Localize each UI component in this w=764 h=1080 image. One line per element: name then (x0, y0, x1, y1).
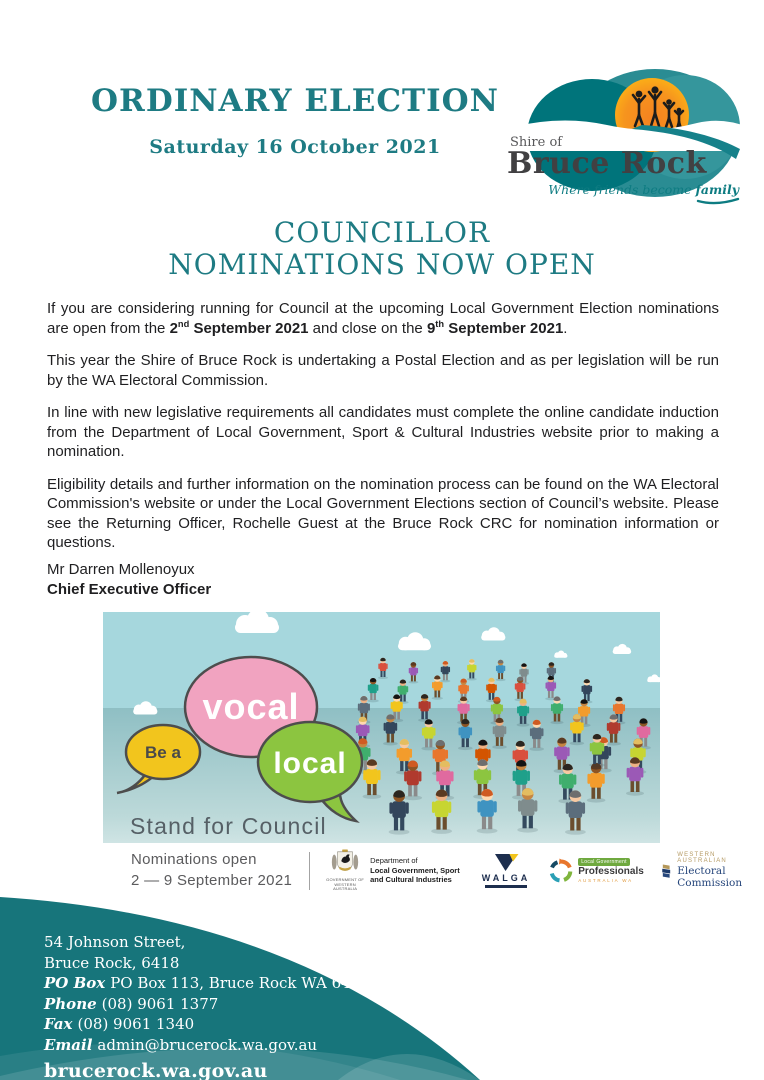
walga-tagline-bar (485, 885, 527, 888)
header (28, 84, 562, 158)
ordinal-superscript: nd (177, 318, 190, 329)
promo-image (103, 612, 743, 898)
signature-name: Mr Darren Mollenoyux (47, 561, 195, 578)
walga-name: WALGA (481, 873, 531, 883)
phone-line: Phone (08) 9061 1377 (44, 994, 219, 1013)
footer-contact-block (44, 932, 370, 1080)
dlgsc-government-text: GOVERNMENT OF WESTERN AUSTRALIA (326, 876, 365, 892)
paragraph-eligibility: Eligibility details and further information on the nomination process can be found on the WA Electoral Commission's website or under the Local Government Elections section of Council’s website. Please see the Returning Officer, Rochelle Guest at the Bruce Rock CRC for nomination information or questions. (47, 475, 719, 551)
illustration-caption: Stand for Council (130, 813, 327, 839)
lg-professionals-icon (548, 858, 574, 884)
partner-logo-strip (103, 843, 743, 898)
main-heading (0, 217, 764, 281)
nominations-open-text: Nominations open 2 — 9 September 2021 (131, 851, 293, 889)
signature-block (47, 560, 211, 599)
dlgsc-logo (325, 849, 460, 892)
bubble-text-vocal: vocal (202, 686, 300, 727)
dlgsc-name: Department of Local Government, Sport and Cultural Industries (370, 855, 460, 885)
lg-professionals-sub: AUSTRALIA WA (578, 878, 633, 884)
waec-logo (660, 852, 750, 889)
bruce-rock-logo (492, 55, 748, 205)
wa-crest-icon (331, 849, 359, 877)
waec-name: Electoral Commission (677, 865, 743, 889)
email-line: Email admin@brucerock.wa.gov.au (44, 1035, 318, 1054)
signature-title: Chief Executive Officer (47, 580, 212, 598)
logo-tagline: Where friends become family (548, 182, 739, 197)
lg-professionals-name: Professionals (578, 865, 644, 877)
walga-logo (482, 853, 531, 888)
walga-icon (492, 853, 520, 872)
heading-line-1: COUNCILLOR (273, 216, 491, 249)
paragraph-nomination-dates: If you are considering running for Council at the upcoming Local Government Election nominations are open from the 2nd September 2021 and close on the 9th September 2021. (47, 300, 719, 337)
address-line-1: 54 Johnson Street, (44, 933, 186, 951)
logo-name: Bruce Rock (507, 146, 707, 181)
bubble-text-local: local (273, 747, 347, 780)
waec-icon (660, 858, 672, 884)
ordinal-superscript: th (435, 318, 445, 329)
website-url: brucerock.wa.gov.au (44, 1060, 268, 1080)
footer (0, 890, 764, 1080)
paragraph-induction: In line with new legislative requirements all candidates must complete the online candidate induction from the Department of Local Government, Sport & Cultural Industries website prior to making a nomination. (47, 404, 719, 460)
body-copy (47, 299, 719, 566)
address-line-2: Bruce Rock, 6418 (44, 953, 180, 972)
heading-line-2: NOMINATIONS NOW OPEN (168, 248, 596, 281)
bubble-text-be-a: Be a (145, 743, 181, 762)
lg-professionals-logo (548, 858, 644, 884)
page-title: ORDINARY ELECTION (91, 83, 499, 119)
lg-professionals-tag: Local Government (578, 858, 630, 866)
election-date: Saturday 16 October 2021 (149, 136, 441, 158)
waec-state-text: WESTERN AUSTRALIAN (677, 852, 727, 864)
po-box-line: PO Box PO Box 113, Bruce Rock WA 6418 (44, 974, 370, 992)
logo-shire-of: Shire of (510, 135, 563, 150)
stand-for-council-illustration (103, 612, 660, 843)
logo-tagline-swoosh (698, 199, 738, 203)
fax-line: Fax (08) 9061 1340 (44, 1015, 195, 1033)
paragraph-postal-election: This year the Shire of Bruce Rock is undertaking a Postal Election and as per legislation will be run by the WA Electoral Commission. (47, 352, 719, 389)
email-address: admin@brucerock.wa.gov.au (97, 1035, 318, 1054)
strip-divider (309, 852, 310, 890)
